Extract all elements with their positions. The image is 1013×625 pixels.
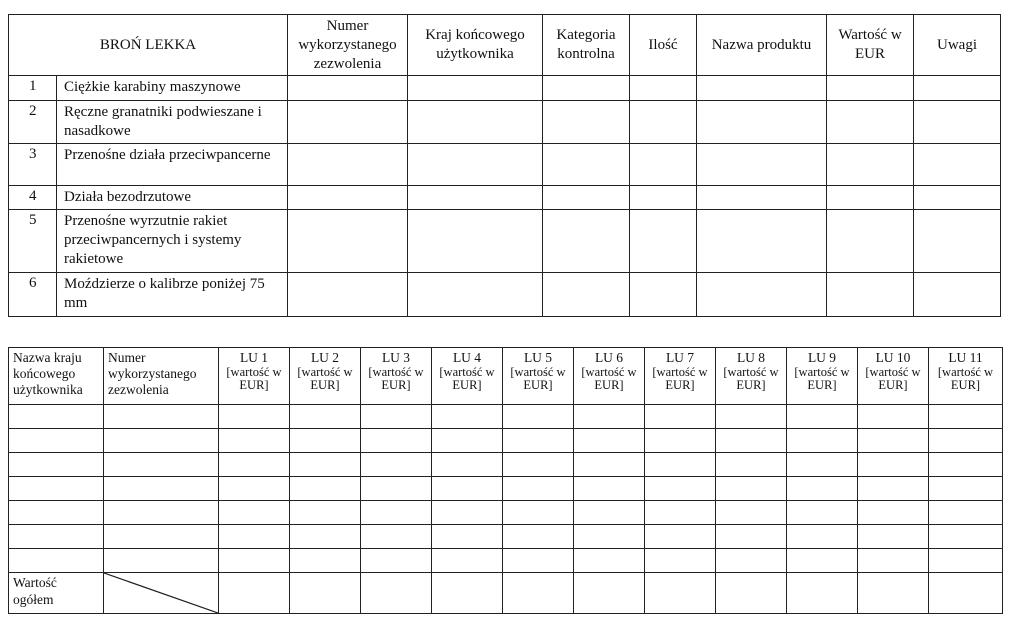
cell-lu-value[interactable]: [858, 501, 929, 525]
header-category: BROŃ LEKKA: [9, 15, 288, 76]
cell-lu-value[interactable]: [503, 429, 574, 453]
total-cell[interactable]: [574, 573, 645, 614]
cell-lu-value[interactable]: [361, 429, 432, 453]
lu-label: LU 5: [523, 350, 553, 365]
small-arms-table: [8, 14, 1001, 317]
cell-lu-value[interactable]: [787, 501, 858, 525]
table-row: [9, 453, 1003, 477]
cell-quantity[interactable]: [630, 186, 697, 210]
cell-lu-value[interactable]: [645, 429, 716, 453]
cell-permit[interactable]: [104, 453, 219, 477]
table-row: [9, 186, 1001, 210]
cell-lu-value[interactable]: [574, 405, 645, 429]
cell-lu-value[interactable]: [503, 453, 574, 477]
cell-lu-value[interactable]: [219, 501, 290, 525]
cell-control-category[interactable]: [543, 101, 630, 144]
value-by-lu-table: [8, 347, 1003, 614]
cell-lu-value[interactable]: [929, 429, 1003, 453]
cell-lu-value[interactable]: [929, 477, 1003, 501]
cell-lu-value[interactable]: [574, 525, 645, 549]
cell-value[interactable]: [827, 76, 914, 101]
row-number: 2: [9, 101, 57, 144]
lu-label: LU 9: [807, 350, 837, 365]
cell-lu-value[interactable]: [361, 453, 432, 477]
table1-header-row: [9, 15, 1001, 76]
lu-unit: [wartość w EUR]: [652, 365, 708, 392]
cell-notes[interactable]: [914, 273, 1001, 317]
cell-permit[interactable]: [104, 549, 219, 573]
row-weapon-name: Przenośne wyrzutnie rakiet przeciwpancernych i systemy rakietowe: [57, 210, 288, 273]
lu-label: LU 4: [452, 350, 482, 365]
cell-lu-value[interactable]: [503, 549, 574, 573]
header-lu: [858, 348, 929, 405]
header-end-user-country: Kraj końcowego użytkownika: [408, 15, 543, 76]
row-weapon-name: Ręczne granatniki podwieszane i nasadkowe: [57, 101, 288, 144]
cell-lu-value[interactable]: [929, 501, 1003, 525]
cell-country[interactable]: [408, 76, 543, 101]
cell-product[interactable]: [697, 210, 827, 273]
cell-lu-value[interactable]: [858, 405, 929, 429]
cell-permit[interactable]: [104, 477, 219, 501]
cell-lu-value[interactable]: [716, 429, 787, 453]
header-lu: [432, 348, 503, 405]
row-number: 1: [9, 76, 57, 101]
cell-lu-value[interactable]: [858, 549, 929, 573]
row-number: 4: [9, 186, 57, 210]
cell-lu-value[interactable]: [361, 477, 432, 501]
cell-lu-value[interactable]: [290, 501, 361, 525]
cell-notes[interactable]: [914, 101, 1001, 144]
cell-lu-value[interactable]: [290, 549, 361, 573]
header-value-eur: Wartość w EUR: [827, 15, 914, 76]
row-weapon-name: Przenośne działa przeciwpancerne: [57, 144, 288, 186]
cell-quantity[interactable]: [630, 76, 697, 101]
cell-lu-value[interactable]: [929, 549, 1003, 573]
cell-product[interactable]: [697, 273, 827, 317]
row-weapon-name: Działa bezodrzutowe: [57, 186, 288, 210]
cell-lu-value[interactable]: [929, 525, 1003, 549]
total-value-label: Wartość ogółem: [9, 573, 104, 614]
cell-permit[interactable]: [104, 501, 219, 525]
cell-permit[interactable]: [288, 144, 408, 186]
cell-country[interactable]: [9, 477, 104, 501]
table-row: [9, 144, 1001, 186]
cell-lu-value[interactable]: [503, 477, 574, 501]
cell-notes[interactable]: [914, 76, 1001, 101]
header-quantity: Ilość: [630, 15, 697, 76]
cell-control-category[interactable]: [543, 210, 630, 273]
header-lu: [716, 348, 787, 405]
cell-lu-value[interactable]: [290, 477, 361, 501]
cell-lu-value[interactable]: [787, 477, 858, 501]
lu-unit: [wartość w EUR]: [368, 365, 424, 392]
lu-label: LU 6: [594, 350, 624, 365]
cell-lu-value[interactable]: [645, 525, 716, 549]
cell-lu-value[interactable]: [858, 453, 929, 477]
cell-product[interactable]: [697, 144, 827, 186]
cell-lu-value[interactable]: [290, 453, 361, 477]
header-permit-number: Numer wykorzystanego zezwolenia: [104, 348, 219, 405]
cell-lu-value[interactable]: [858, 429, 929, 453]
row-number: 6: [9, 273, 57, 317]
diagonal-line-icon: [104, 573, 218, 613]
header-lu: [574, 348, 645, 405]
table2-body: [9, 405, 1003, 614]
cell-country[interactable]: [408, 101, 543, 144]
cell-lu-value[interactable]: [929, 405, 1003, 429]
header-permit-number: Numer wykorzystanego zezwolenia: [288, 15, 408, 76]
cell-value[interactable]: [827, 273, 914, 317]
row-number: 5: [9, 210, 57, 273]
cell-lu-value[interactable]: [574, 549, 645, 573]
total-cell[interactable]: [503, 573, 574, 614]
cell-control-category[interactable]: [543, 144, 630, 186]
table2-header-row: [9, 348, 1003, 405]
cell-lu-value[interactable]: [716, 549, 787, 573]
header-lu: [361, 348, 432, 405]
cell-quantity[interactable]: [630, 144, 697, 186]
table-row: [9, 101, 1001, 144]
cell-permit[interactable]: [288, 273, 408, 317]
cell-value[interactable]: [827, 210, 914, 273]
cell-lu-value[interactable]: [716, 525, 787, 549]
total-cell[interactable]: [929, 573, 1003, 614]
table-row: [9, 525, 1003, 549]
header-lu: [219, 348, 290, 405]
total-cell[interactable]: [219, 573, 290, 614]
total-row: [9, 573, 1003, 614]
cell-lu-value[interactable]: [787, 525, 858, 549]
cell-lu-value[interactable]: [432, 453, 503, 477]
lu-unit: [wartość w EUR]: [865, 365, 921, 392]
cell-permit[interactable]: [104, 405, 219, 429]
cell-lu-value[interactable]: [716, 477, 787, 501]
row-number: 3: [9, 144, 57, 186]
cell-lu-value[interactable]: [219, 405, 290, 429]
cell-lu-value[interactable]: [574, 477, 645, 501]
lu-label: LU 1: [239, 350, 269, 365]
cell-lu-value[interactable]: [219, 477, 290, 501]
lu-unit: [wartość w EUR]: [226, 365, 282, 392]
table-row: [9, 210, 1001, 273]
cell-lu-value[interactable]: [219, 525, 290, 549]
cell-control-category[interactable]: [543, 186, 630, 210]
cell-lu-value[interactable]: [858, 525, 929, 549]
cell-country[interactable]: [9, 501, 104, 525]
cell-country[interactable]: [9, 405, 104, 429]
table-row: [9, 405, 1003, 429]
cell-notes[interactable]: [914, 210, 1001, 273]
cell-lu-value[interactable]: [432, 549, 503, 573]
cell-product[interactable]: [697, 186, 827, 210]
table-row: [9, 501, 1003, 525]
total-cell[interactable]: [361, 573, 432, 614]
cell-lu-value[interactable]: [645, 501, 716, 525]
cell-country[interactable]: [9, 525, 104, 549]
cell-product[interactable]: [697, 101, 827, 144]
cell-quantity[interactable]: [630, 273, 697, 317]
lu-unit: [wartość w EUR]: [581, 365, 637, 392]
total-cell[interactable]: [787, 573, 858, 614]
cell-lu-value[interactable]: [432, 525, 503, 549]
cell-lu-value[interactable]: [290, 429, 361, 453]
header-lu: [503, 348, 574, 405]
cell-lu-value[interactable]: [574, 453, 645, 477]
cell-country[interactable]: [9, 429, 104, 453]
cell-permit[interactable]: [288, 101, 408, 144]
cell-lu-value[interactable]: [716, 501, 787, 525]
lu-unit: [wartość w EUR]: [439, 365, 495, 392]
lu-label: LU 3: [381, 350, 411, 365]
cell-lu-value[interactable]: [219, 453, 290, 477]
header-product-name: Nazwa produktu: [697, 15, 827, 76]
cell-permit[interactable]: [288, 186, 408, 210]
header-control-category: Kategoria kontrolna: [543, 15, 630, 76]
lu-label: LU 8: [736, 350, 766, 365]
cell-lu-value[interactable]: [645, 453, 716, 477]
cell-lu-value[interactable]: [574, 429, 645, 453]
cell-lu-value[interactable]: [787, 429, 858, 453]
cell-lu-value[interactable]: [929, 453, 1003, 477]
lu-label: LU 11: [948, 350, 983, 365]
cell-lu-value[interactable]: [716, 453, 787, 477]
cell-lu-value[interactable]: [503, 525, 574, 549]
cell-lu-value[interactable]: [361, 549, 432, 573]
cell-lu-value[interactable]: [787, 405, 858, 429]
table-row: [9, 76, 1001, 101]
cell-country[interactable]: [9, 453, 104, 477]
cell-lu-value[interactable]: [787, 453, 858, 477]
cell-country[interactable]: [9, 549, 104, 573]
cell-lu-value[interactable]: [361, 501, 432, 525]
cell-lu-value[interactable]: [432, 429, 503, 453]
lu-unit: [wartość w EUR]: [297, 365, 353, 392]
row-weapon-name: Moździerze o kalibrze poniżej 75 mm: [57, 273, 288, 317]
cell-quantity[interactable]: [630, 210, 697, 273]
header-lu: [290, 348, 361, 405]
cell-control-category[interactable]: [543, 273, 630, 317]
total-cell[interactable]: [858, 573, 929, 614]
header-lu: [929, 348, 1003, 405]
cell-permit[interactable]: [104, 429, 219, 453]
cell-quantity[interactable]: [630, 101, 697, 144]
table-row: [9, 477, 1003, 501]
cell-lu-value[interactable]: [361, 525, 432, 549]
cell-country[interactable]: [408, 273, 543, 317]
table-row: [9, 429, 1003, 453]
cell-country[interactable]: [408, 210, 543, 273]
total-cell[interactable]: [432, 573, 503, 614]
cell-control-category[interactable]: [543, 76, 630, 101]
lu-label: LU 7: [665, 350, 695, 365]
cell-country[interactable]: [408, 144, 543, 186]
cell-lu-value[interactable]: [645, 405, 716, 429]
row-weapon-name: Ciężkie karabiny maszynowe: [57, 76, 288, 101]
cell-lu-value[interactable]: [432, 501, 503, 525]
cell-permit[interactable]: [288, 210, 408, 273]
lu-unit: [wartość w EUR]: [510, 365, 566, 392]
cell-lu-value[interactable]: [503, 405, 574, 429]
total-cell[interactable]: [645, 573, 716, 614]
cell-value[interactable]: [827, 101, 914, 144]
lu-label: LU 2: [310, 350, 340, 365]
cell-lu-value[interactable]: [645, 477, 716, 501]
cell-notes[interactable]: [914, 186, 1001, 210]
header-lu: [787, 348, 858, 405]
lu-unit: [wartość w EUR]: [723, 365, 779, 392]
lu-unit: [wartość w EUR]: [937, 365, 994, 392]
cell-lu-value[interactable]: [290, 405, 361, 429]
cell-lu-value[interactable]: [219, 549, 290, 573]
cell-lu-value[interactable]: [432, 405, 503, 429]
cell-permit[interactable]: [104, 525, 219, 549]
lu-unit: [wartość w EUR]: [794, 365, 850, 392]
header-end-user-country: Nazwa kraju końcowego użytkownika: [9, 348, 104, 405]
cell-lu-value[interactable]: [645, 549, 716, 573]
cell-lu-value[interactable]: [574, 501, 645, 525]
cell-lu-value[interactable]: [219, 429, 290, 453]
total-cell[interactable]: [716, 573, 787, 614]
cell-lu-value[interactable]: [716, 405, 787, 429]
table-row: [9, 273, 1001, 317]
cell-lu-value[interactable]: [858, 477, 929, 501]
cell-lu-value[interactable]: [290, 525, 361, 549]
cell-permit[interactable]: [288, 76, 408, 101]
cell-notes[interactable]: [914, 144, 1001, 186]
lu-label: LU 10: [875, 350, 911, 365]
cell-lu-value[interactable]: [361, 405, 432, 429]
cell-value[interactable]: [827, 144, 914, 186]
table-row: [9, 549, 1003, 573]
header-lu: [645, 348, 716, 405]
diagonal-cell: [104, 573, 219, 614]
total-cell[interactable]: [290, 573, 361, 614]
cell-country[interactable]: [408, 186, 543, 210]
cell-lu-value[interactable]: [432, 477, 503, 501]
cell-lu-value[interactable]: [503, 501, 574, 525]
cell-value[interactable]: [827, 186, 914, 210]
header-notes: Uwagi: [914, 15, 1001, 76]
cell-product[interactable]: [697, 76, 827, 101]
cell-lu-value[interactable]: [787, 549, 858, 573]
